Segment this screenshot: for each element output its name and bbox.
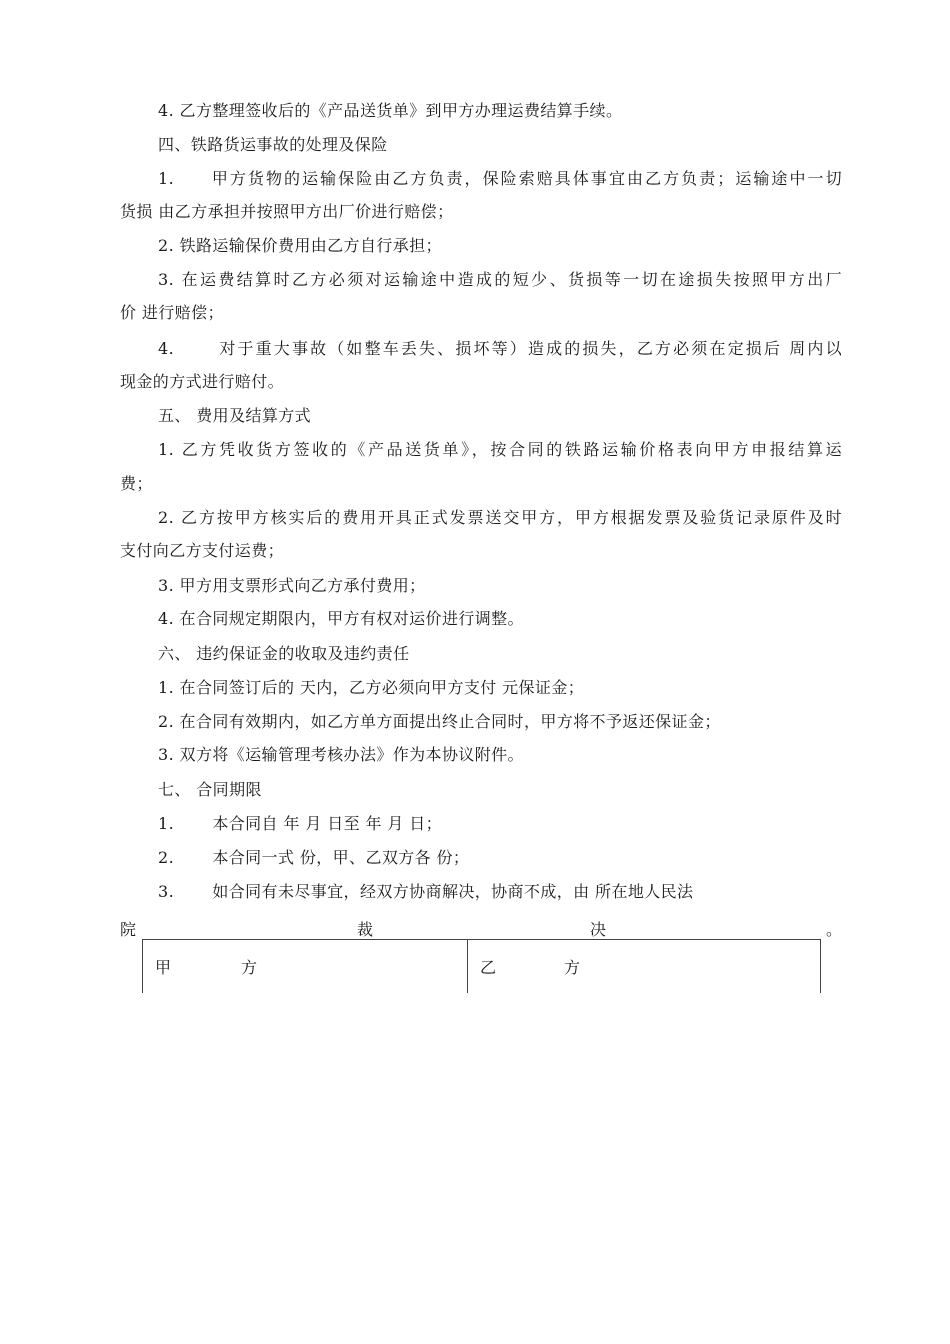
clause-6-item-1: 1. 在合同签订后的 天内，乙方必须向甲方支付 元保证金； xyxy=(158,678,585,697)
clause-3-item-4: 4. 乙方整理签收后的《产品送货单》到甲方办理运费结算手续。 xyxy=(158,101,623,120)
section-5-heading: 五、 费用及结算方式 xyxy=(158,406,312,425)
clause-7-item-2: 2. 本合同一式 份，甲、乙双方各 份； xyxy=(158,848,470,867)
clause-4-item-4: 4. 对于重大事故（如整车丢失、损坏等）造成的损失，乙方必须在定损后 周内以 xyxy=(158,339,842,358)
clause-5-item-1-cont: 费； xyxy=(120,474,153,493)
party-a-label-2: 方 xyxy=(241,958,258,977)
clause-4-item-2: 2. 铁路运输保价费用由乙方自行承担； xyxy=(158,236,442,255)
clause-7-item-3: 3. 如合同有未尽事宜，经双方协商解决，协商不成，由 所在地人民法 xyxy=(158,882,694,901)
party-b-label-1: 乙 xyxy=(480,958,497,977)
clause-5-item-1: 1. 乙方凭收货方签收的《产品送货单》，按合同的铁路运输价格表向甲方申报结算运 xyxy=(158,440,842,459)
party-a-label-1: 甲 xyxy=(155,958,172,977)
clause-4-item-1-cont: 货损 由乙方承担并按照甲方出厂价进行赔偿； xyxy=(120,202,454,221)
signature-table-divider xyxy=(467,940,468,993)
last-line-char-3: 决 xyxy=(590,920,607,939)
last-line-period: 。 xyxy=(826,920,843,939)
clause-5-item-4: 4. 在合同规定期限内，甲方有权对运价进行调整。 xyxy=(158,609,524,628)
section-7-heading: 七、 合同期限 xyxy=(158,780,262,799)
last-line-char-2: 裁 xyxy=(357,920,374,939)
section-4-heading: 四、铁路货运事故的处理及保险 xyxy=(158,135,388,154)
clause-6-item-2: 2. 在合同有效期内，如乙方单方面提出终止合同时，甲方将不予返还保证金； xyxy=(158,712,721,731)
party-b-label-2: 方 xyxy=(564,958,581,977)
clause-5-item-3: 3. 甲方用支票形式向乙方承付费用； xyxy=(158,576,426,595)
clause-4-item-4-cont: 现金的方式进行赔付。 xyxy=(120,372,285,391)
clause-5-item-2: 2. 乙方按甲方核实后的费用开具正式发票送交甲方，甲方根据发票及验货记录原件及时 xyxy=(158,508,842,527)
section-6-heading: 六、 违约保证金的收取及违约责任 xyxy=(158,644,410,663)
clause-4-item-3-cont: 价 进行赔偿； xyxy=(120,303,224,322)
clause-5-item-2-cont: 支付向乙方支付运费； xyxy=(120,541,285,560)
clause-4-item-1: 1. 甲方货物的运输保险由乙方负责，保险索赔具体事宜由乙方负责；运输途中一切 xyxy=(158,169,842,188)
clause-6-item-3: 3. 双方将《运输管理考核办法》作为本协议附件。 xyxy=(158,745,524,764)
clause-4-item-3: 3. 在运费结算时乙方必须对运输途中造成的短少、货损等一切在途损失按照甲方出厂 xyxy=(158,270,842,289)
clause-7-item-1: 1. 本合同自 年 月 日至 年 月 日； xyxy=(158,814,443,833)
signature-table xyxy=(142,939,821,993)
last-line-char-1: 院 xyxy=(120,920,137,939)
